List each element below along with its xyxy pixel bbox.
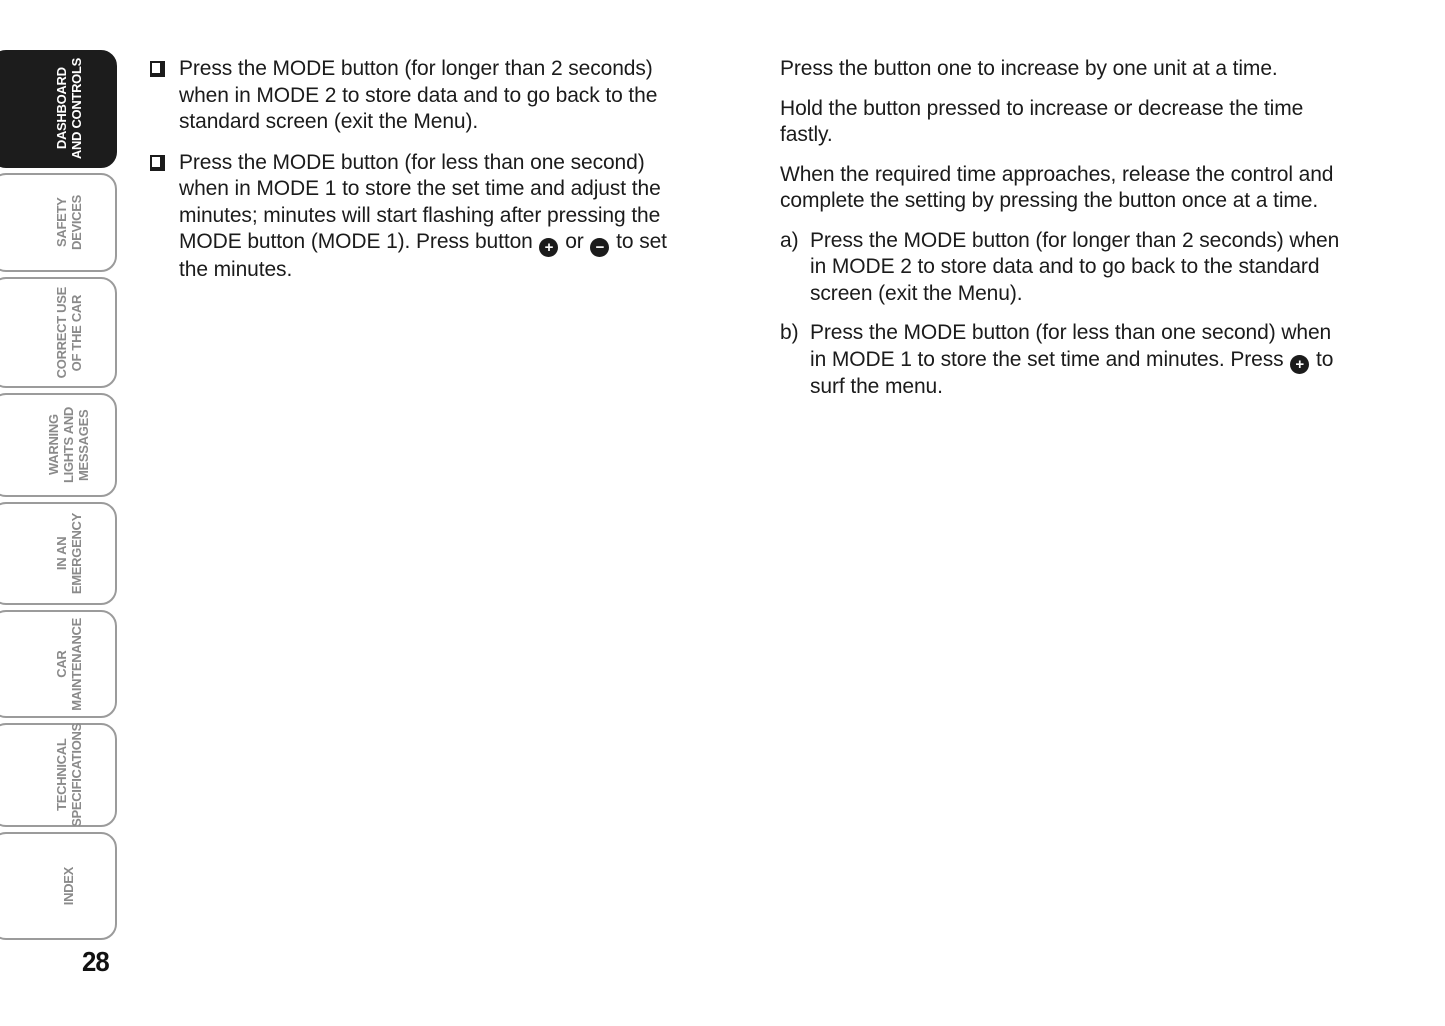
- list-marker: b): [780, 321, 799, 344]
- tab-label-line: TECHNICAL: [53, 738, 69, 812]
- tab-label-line: MAINTENANCE: [68, 617, 84, 711]
- tab-correct-use-of-the-car: [0, 277, 117, 388]
- tab-label: [54, 287, 84, 378]
- tab-dashboard-and-controls: [0, 50, 117, 168]
- right-text-column: [780, 56, 1340, 414]
- tab-in-an-emergency: [0, 502, 117, 605]
- tab-label-line: MESSAGES: [76, 409, 91, 481]
- chapter-tab-index: [0, 0, 130, 1026]
- tab-car-maintenance: [0, 610, 117, 718]
- tab-label-line: IN AN: [53, 536, 69, 571]
- list-marker: a): [780, 228, 799, 252]
- tab-label-line: EMERGENCY: [68, 512, 84, 595]
- tab-index: [0, 832, 117, 940]
- tab-label-line: CAR: [53, 650, 69, 678]
- tab-label: [54, 618, 84, 711]
- tab-label-line: SAFETY: [53, 197, 69, 248]
- tab-label: [54, 195, 84, 250]
- page-number: 28: [82, 946, 109, 977]
- tab-safety-devices: [0, 173, 117, 272]
- plus-button-icon: +: [539, 238, 558, 257]
- list-item-text: or: [559, 230, 590, 253]
- minus-button-icon: −: [590, 238, 609, 257]
- tab-label-line: DEVICES: [68, 195, 84, 250]
- tab-label: [54, 58, 84, 159]
- plus-button-icon: +: [1290, 355, 1309, 374]
- tab-label-line: WARNING: [46, 414, 61, 476]
- paragraph: Press the button one to increase by one unit at a time.: [780, 57, 1278, 80]
- square-bullet-icon: [150, 61, 165, 77]
- tab-label-line: CORRECT USE: [53, 286, 69, 379]
- tab-label: [54, 723, 84, 827]
- tab-label-line: SPECIFICATIONS: [68, 723, 84, 827]
- list-item-text: to surf the menu.: [810, 347, 1334, 398]
- list-item-text: Press the MODE button (for less than one second) when in MODE 1 to store the set time and minutes. Press: [810, 321, 1332, 371]
- paragraph: When the required time approaches, release the control and complete the setting by pressing the button once at a time.: [780, 162, 1334, 212]
- tab-label-line: INDEX: [61, 866, 76, 906]
- left-text-column: [150, 56, 688, 297]
- list-item: [150, 150, 688, 284]
- paragraph: Hold the button pressed to increase or decrease the time fastly.: [780, 96, 1304, 146]
- tab-label: [46, 407, 91, 483]
- list-item-text: to set the minutes.: [179, 230, 667, 281]
- square-bullet-icon: [150, 155, 165, 171]
- list-item-text: Press the MODE button (for less than one second) when in MODE 1 to store the set time and adjust the minutes; minutes will start flashing after pressing the MODE button (MODE 1). Press button: [179, 150, 661, 253]
- tab-label-line: DASHBOARD: [53, 68, 69, 150]
- tab-label-line: LIGHTS AND: [61, 407, 76, 483]
- list-item-text: Press the MODE button (for longer than 2 seconds) when in MODE 2 to store data and to go back to the standard screen (exit the Menu).: [179, 57, 658, 133]
- tab-label: [54, 513, 84, 594]
- tab-label: [61, 867, 76, 905]
- tab-warning-lights-and-messages: [0, 393, 117, 497]
- list-item-b: [780, 320, 1340, 401]
- list-item-a: [780, 228, 1340, 308]
- tab-label-line: OF THE CAR: [68, 294, 84, 371]
- tab-technical-specifications: [0, 723, 117, 827]
- list-item-text: Press the MODE button (for longer than 2 seconds) when in MODE 2 to store data and to go back to the standard screen (exit the Menu).: [810, 228, 1340, 305]
- list-item: [150, 56, 688, 136]
- tab-label-line: AND CONTROLS: [68, 58, 84, 160]
